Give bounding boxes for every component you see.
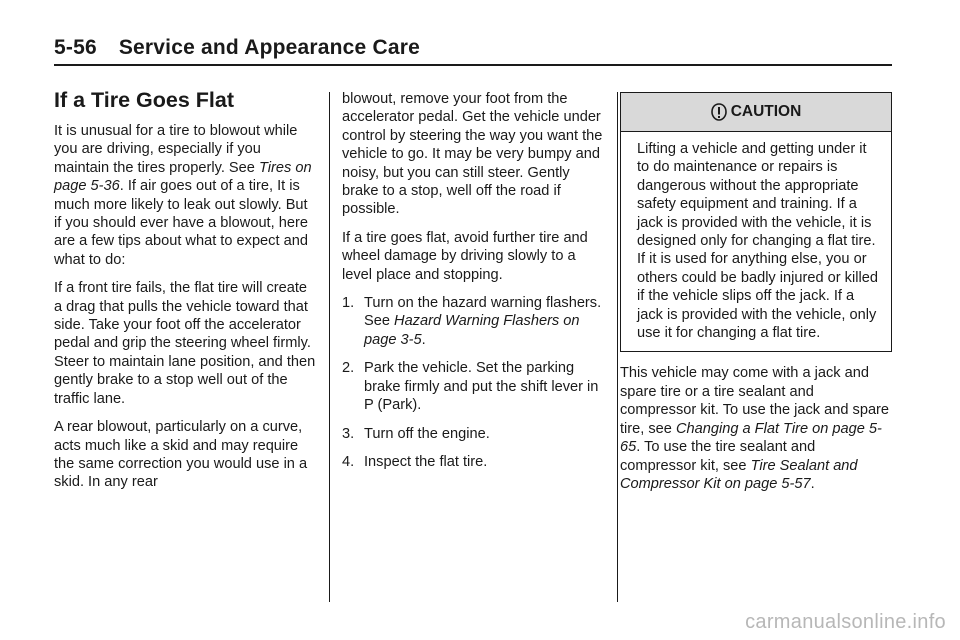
caution-box bbox=[620, 92, 892, 352]
paragraph-jack-kit: This vehicle may come with a jack and spare tire or a tire sealant and compressor kit. To use the jack and spare tire, see Changing a Flat Tire on page 5-65. To use the tire sealant and compressor kit, see Tire Sealant and Compressor Kit on page 5-57. bbox=[620, 365, 890, 492]
list-item: 2. Park the vehicle. Set the parking brake firmly and put the shift lever in P (Park). bbox=[342, 360, 599, 414]
column-2 bbox=[342, 90, 606, 481]
warning-icon bbox=[711, 103, 727, 121]
watermark: carmanualsonline.info bbox=[745, 611, 946, 633]
paragraph-blowout-cont: blowout, remove your foot from the accelerator pedal. Get the vehicle under control by steering the way you want the vehicle to go. It may be very bumpy and noisy, but you can still steer. Gently brake to a stop, well off the road if possible. bbox=[342, 91, 603, 218]
page-number: 5-56 bbox=[54, 36, 97, 59]
paragraph-rear-blowout: A rear blowout, particularly on a curve, acts much like a skid and may require the same correction you would use in a skid. In any rear bbox=[54, 419, 308, 491]
section-title: Service and Appearance Care bbox=[118, 36, 420, 59]
caution-text: Lifting a vehicle and getting under it to do maintenance or repairs is dangerous without the appropriate safety equipment and training. If a jack is provided with the vehicle, it is designed only for changing a flat tire. If it is used for anything else, you or others could be badly injured or killed if the vehicle slips off the jack. If a jack is provided with the vehicle, only use it for changing a flat tire. bbox=[637, 141, 878, 342]
list-item: 1. Turn on the hazard warning flashers. See Hazard Warning Flashers on page 3-5. bbox=[342, 295, 602, 348]
list-item: 4. Inspect the flat tire. bbox=[342, 453, 488, 470]
page-header bbox=[54, 36, 892, 60]
column-1 bbox=[54, 88, 316, 502]
caution-header bbox=[621, 93, 891, 132]
link-changing-flat-tire[interactable]: Changing a Flat Tire on page 5-65 bbox=[620, 420, 882, 456]
list-item: 3. Turn off the engine. bbox=[342, 425, 490, 442]
column-divider-2 bbox=[617, 92, 618, 602]
paragraph-flat-tire: If a tire goes flat, avoid further tire and wheel damage by driving slowly to a level place and stopping. bbox=[342, 229, 588, 283]
column-divider-1 bbox=[329, 92, 330, 602]
link-tire-sealant-kit[interactable]: Tire Sealant and Compressor Kit on page 5-57 bbox=[620, 457, 858, 492]
paragraph-front-tire: If a front tire fails, the flat tire will create a drag that pulls the vehicle toward that side. Take your foot off the accelerator pedal and grip the steering wheel firmly. Steer to maintain lane position, and then gently brake to a stop well out of the traffic lane. bbox=[54, 280, 316, 407]
caution-title: CAUTION bbox=[730, 102, 802, 120]
section-heading: If a Tire Goes Flat bbox=[54, 88, 235, 112]
steps-list bbox=[342, 294, 606, 471]
link-hazard-flashers[interactable]: Hazard Warning Flashers on page 3-5 bbox=[364, 313, 580, 348]
link-tires[interactable]: Tires on page 5-36 bbox=[54, 159, 312, 195]
header-rule bbox=[54, 64, 892, 66]
paragraph-intro: It is unusual for a tire to blowout while you are driving, especially if you maintain the tires properly. See Tires on page 5-36. If air goes out of a tire, It is much more likely to leak out slowly. But if you should ever have a blowout, here are a few tips about what to expect and what to do: bbox=[54, 123, 312, 268]
column-3 bbox=[620, 92, 892, 503]
